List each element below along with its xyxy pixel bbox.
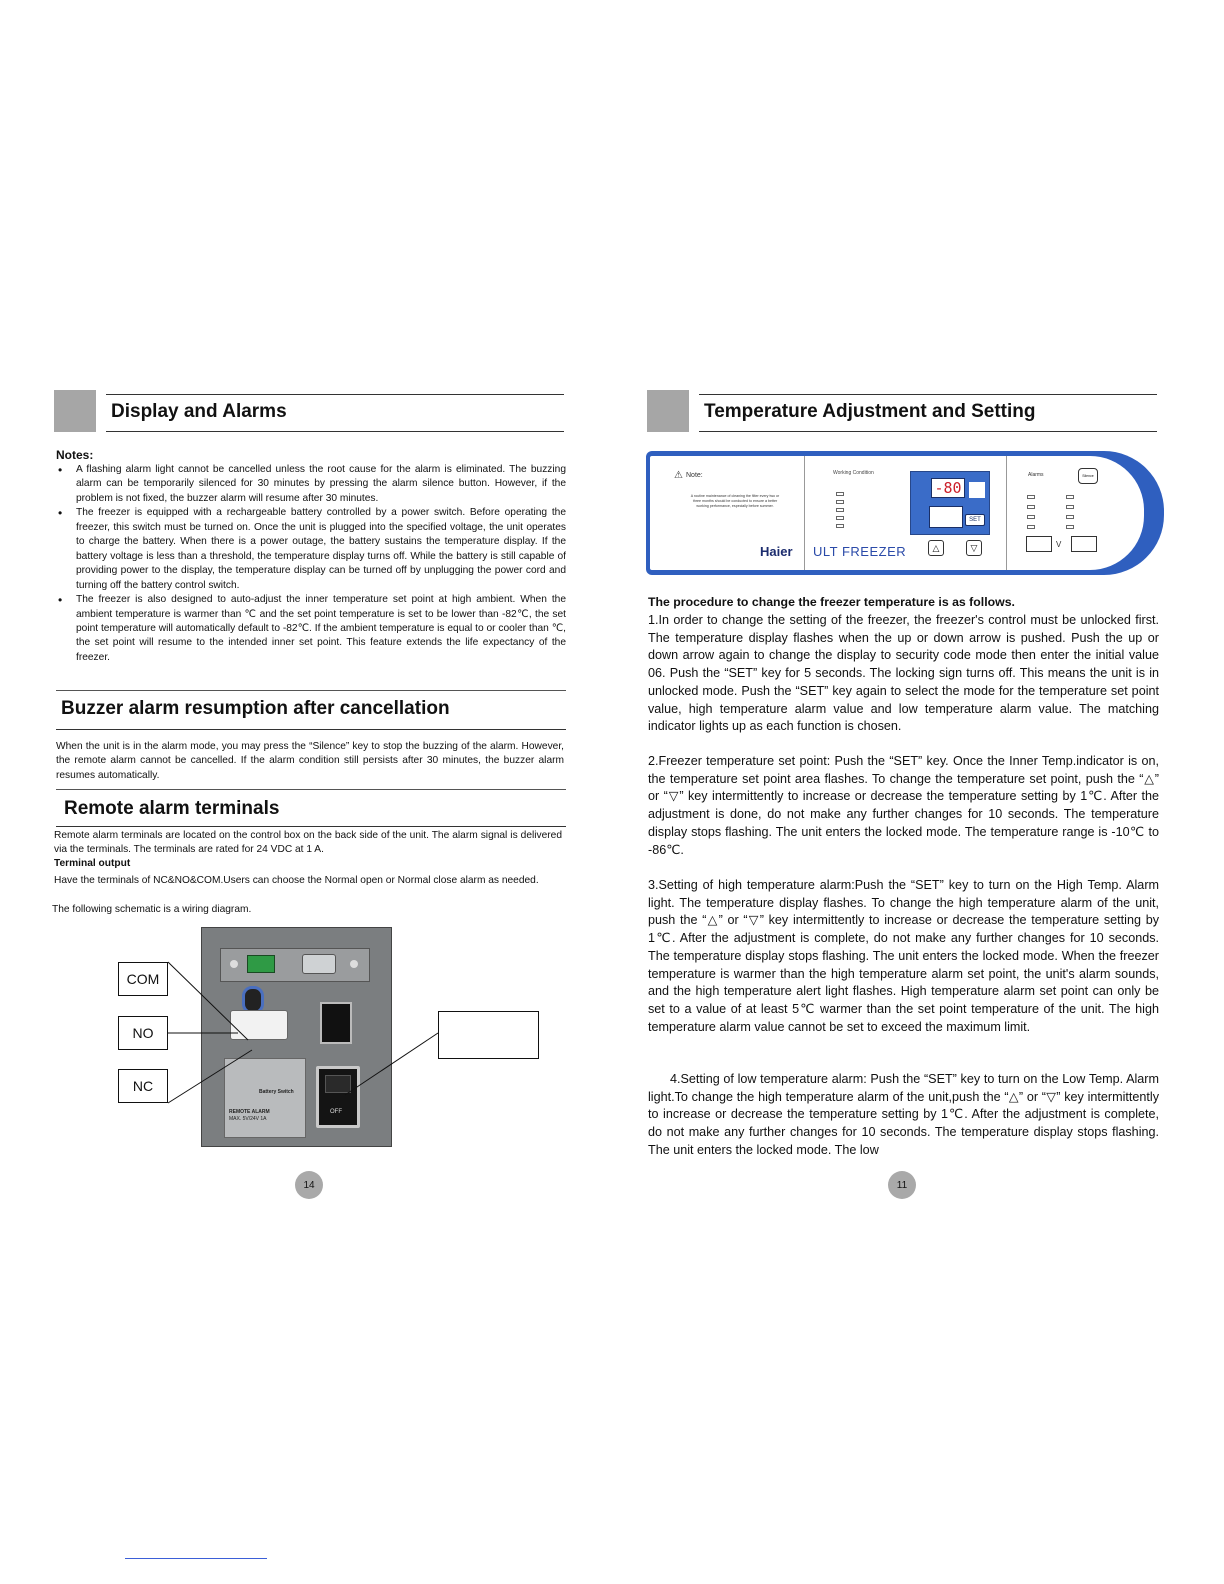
title-rule-bottom xyxy=(106,431,564,432)
switch-rocker xyxy=(325,1075,351,1093)
control-panel-illustration xyxy=(646,451,1164,575)
alarm-led xyxy=(1066,525,1074,529)
unit-display xyxy=(969,482,985,498)
label-plate xyxy=(224,1058,306,1138)
note-item: • The freezer is equipped with a rechargeable battery controlled by a power switch. Before operating the freezer, this switch must be turned on. Once the unit is plugged into the specified voltage, the unit operates to charge the battery. When there is a power outage, the battery sustains the temperature display. If the battery voltage is less than a threshold, the temperature display turns off. While the battery is still capable of providing power to the display, the temperature display can be turned off by unplugging the power cord and turning off the battery control switch. xyxy=(56,506,566,593)
product-name: ULT FREEZER xyxy=(813,544,907,559)
notes-heading: Notes: xyxy=(56,448,94,462)
working-condition-label: Working Condition xyxy=(833,470,874,476)
panel-divider xyxy=(804,456,805,570)
alarm-led xyxy=(1027,505,1035,509)
panel-divider xyxy=(1006,456,1007,570)
ambient-display xyxy=(1071,536,1097,552)
switch-label-box xyxy=(438,1011,539,1059)
alarm-led xyxy=(1027,525,1035,529)
alarms-label: Alarms xyxy=(1028,472,1044,478)
panel-note-text: A routine maintenance of cleaning the filter every two or three months should be conducted to ensure a better working performance, especially before summer. xyxy=(690,494,780,508)
switch-off-label: OFF xyxy=(330,1109,342,1115)
indicator-led xyxy=(836,500,844,504)
buzzer-rule-bottom xyxy=(56,729,566,730)
wiring-photo xyxy=(201,927,392,1147)
buzzer-rule-top xyxy=(56,690,566,691)
section-marker xyxy=(54,390,96,432)
panel-face xyxy=(650,456,1144,570)
indicator-led xyxy=(836,516,844,520)
alarm-led xyxy=(1066,505,1074,509)
schematic-text: The following schematic is a wiring diagram. xyxy=(52,904,252,915)
nc-label-box: NC xyxy=(118,1069,168,1103)
panel-note-label: Note: xyxy=(686,472,703,479)
connector-block xyxy=(230,1010,288,1040)
silence-button-label: Silence xyxy=(1082,474,1094,478)
com-label-box: COM xyxy=(118,962,168,996)
procedure-step-1: 1.In order to change the setting of the freezer, the freezer's control must be unlocked first. The temperature display flashes when the up or down arrow is pushed. Push the up or down arrow again to change the display to security code mode then enter the initial value 06. Push the “SET” key for 5 seconds. The locking sign turns off. This means the unit is in unlocked mode. Push the “SET” key again to select the mode for the temperature set point value, high temperature alarm value and low temperature alarm value. The matching indicator lights up as each function is chosen. xyxy=(648,613,1159,734)
screw xyxy=(350,960,358,968)
notes-list xyxy=(56,463,566,665)
no-label-box: NO xyxy=(118,1016,168,1050)
display-value: -80 xyxy=(934,478,962,497)
up-arrow-icon: △ xyxy=(932,542,940,553)
up-button[interactable] xyxy=(928,540,944,556)
indicator-led xyxy=(836,492,844,496)
buzzer-text: When the unit is in the alarm mode, you may press the “Silence” key to stop the buzzing of the alarm. However, the remote alarm cannot be cancelled. If the alarm condition still persists after 30 minutes, the buzzer alarm resumes automatically. xyxy=(56,741,564,781)
indicator-led xyxy=(836,524,844,528)
silence-button[interactable] xyxy=(1078,468,1098,484)
alarm-led xyxy=(1027,495,1035,499)
bottom-underline xyxy=(125,1558,267,1559)
temperature-display xyxy=(931,478,965,498)
green-terminal-block xyxy=(247,955,275,973)
remote-text: Remote alarm terminals are located on the control box on the back side of the unit. The alarm signal is delivered via the terminals. The terminals are rated for 24 VDC at 1 A. xyxy=(54,830,562,856)
procedure-heading: The procedure to change the freezer temperature is as follows. xyxy=(648,595,1015,609)
battery-switch-label: Battery Switch xyxy=(259,1089,294,1095)
screw xyxy=(230,960,238,968)
down-arrow-icon: ▽ xyxy=(970,542,978,553)
set-button-label: SET xyxy=(969,517,981,523)
alarm-led xyxy=(1066,495,1074,499)
set-button[interactable] xyxy=(965,514,985,526)
page-number: 14 xyxy=(295,1171,323,1199)
procedure-step-4: 4.Setting of low temperature alarm: Push the “SET” key to turn on the Low Temp. Alarm light.To change the high temperature alarm of the unit,push the “△” or “▽” key intermittently to increase or decrease the temperature setting by 1℃. After the adjustment is complete, do not make any further changes for 10 seconds. The temperature display stops flashing. The unit enters the locked mode. The low xyxy=(648,1072,1159,1157)
remote-alarm-label: REMOTE ALARM xyxy=(229,1109,270,1115)
title-rule-top xyxy=(699,394,1157,395)
indicator-list xyxy=(836,492,844,532)
page-number: 11 xyxy=(888,1171,916,1199)
alarm-indicators-left xyxy=(1027,495,1035,529)
section-marker xyxy=(647,390,689,432)
remote-rule-top xyxy=(56,789,566,790)
buzzer-title: Buzzer alarm resumption after cancellation xyxy=(61,698,450,719)
alarm-indicators-right xyxy=(1066,495,1074,529)
title-rule-top xyxy=(106,394,564,395)
down-button[interactable] xyxy=(966,540,982,556)
volt-label: V xyxy=(1056,540,1062,549)
remote-title: Remote alarm terminals xyxy=(64,798,280,819)
small-rocker-switch xyxy=(320,1002,352,1044)
db9-port xyxy=(302,954,336,974)
max-rating-label: MAX. 5V/24V 1A xyxy=(229,1116,267,1122)
note-item: • The freezer is also designed to auto-adjust the inner temperature set point at high ambient. When the ambient temperature is warmer than ℃ and the set point temperature is set to be lower than -82℃, the set point temperature will automatically default to -82℃. If the ambient temperature is equal to or cooler than ℃, the set point will resume to the intended inner set point. This feature extends the life expectancy of the freezer. xyxy=(56,593,566,665)
voltage-display xyxy=(1026,536,1052,552)
lower-display xyxy=(929,506,963,528)
procedure-step-2: 2.Freezer temperature set point: Push the “SET” key. Once the Inner Temp.indicator is on, the temperature set point area flashes. To change the temperature set point, push the “△” or “▽” key intermittently to increase or decrease the temperature setting by 1℃. After the adjustment is done, do not make any further changes for 10 seconds. The temperature display stops flashing. The unit enters the locked mode. The temperature range is -10℃ to -86℃. xyxy=(648,754,1159,857)
section-title: Display and Alarms xyxy=(111,401,287,422)
section-title: Temperature Adjustment and Setting xyxy=(704,401,1036,422)
note-item: • A flashing alarm light cannot be cancelled unless the root cause for the alarm is eliminated. The buzzing alarm can be temporarily silenced for 30 minutes by pressing the alarm silence button. However, if the problem is not fixed, the buzzer alarm will resume after 30 minutes. xyxy=(56,463,566,506)
display-module xyxy=(910,471,990,535)
indicator-led xyxy=(836,508,844,512)
alarm-led xyxy=(1066,515,1074,519)
alarm-led xyxy=(1027,515,1035,519)
warning-icon: ⚠ xyxy=(674,470,683,481)
remote-rule-bottom xyxy=(56,826,566,827)
terminal-output-text: Have the terminals of NC&NO&COM.Users can choose the Normal open or Normal close alarm as needed. xyxy=(54,875,539,886)
brand-logo: Haier xyxy=(760,544,793,559)
title-rule-bottom xyxy=(699,431,1157,432)
battery-switch xyxy=(316,1066,360,1128)
photo-top-bar xyxy=(220,948,370,982)
procedure-step-3: 3.Setting of high temperature alarm:Push the “SET” key to turn on the High Temp. Alarm light. The temperature display flashes. To change the high temperature alarm of the unit, push the “△” or “▽” key intermittently to increase or decrease the temperature setting by 1℃. After the adjustment is complete, do not make any further changes for 10 seconds. The temperature display stops flashing. The unit enters the locked mode. When the freezer temperature is warmer than the high temperature alarm set point, the unit's alarm sounds, and the high temperature alert light flashes. High temperature alarm set point can only be set to a value of at least 5℃ warmer than the set point temperature of the unit. The high temperature alarm value cannot be set to exceed the maximum limit. xyxy=(648,878,1159,1034)
terminal-output-heading: Terminal output xyxy=(54,858,131,869)
